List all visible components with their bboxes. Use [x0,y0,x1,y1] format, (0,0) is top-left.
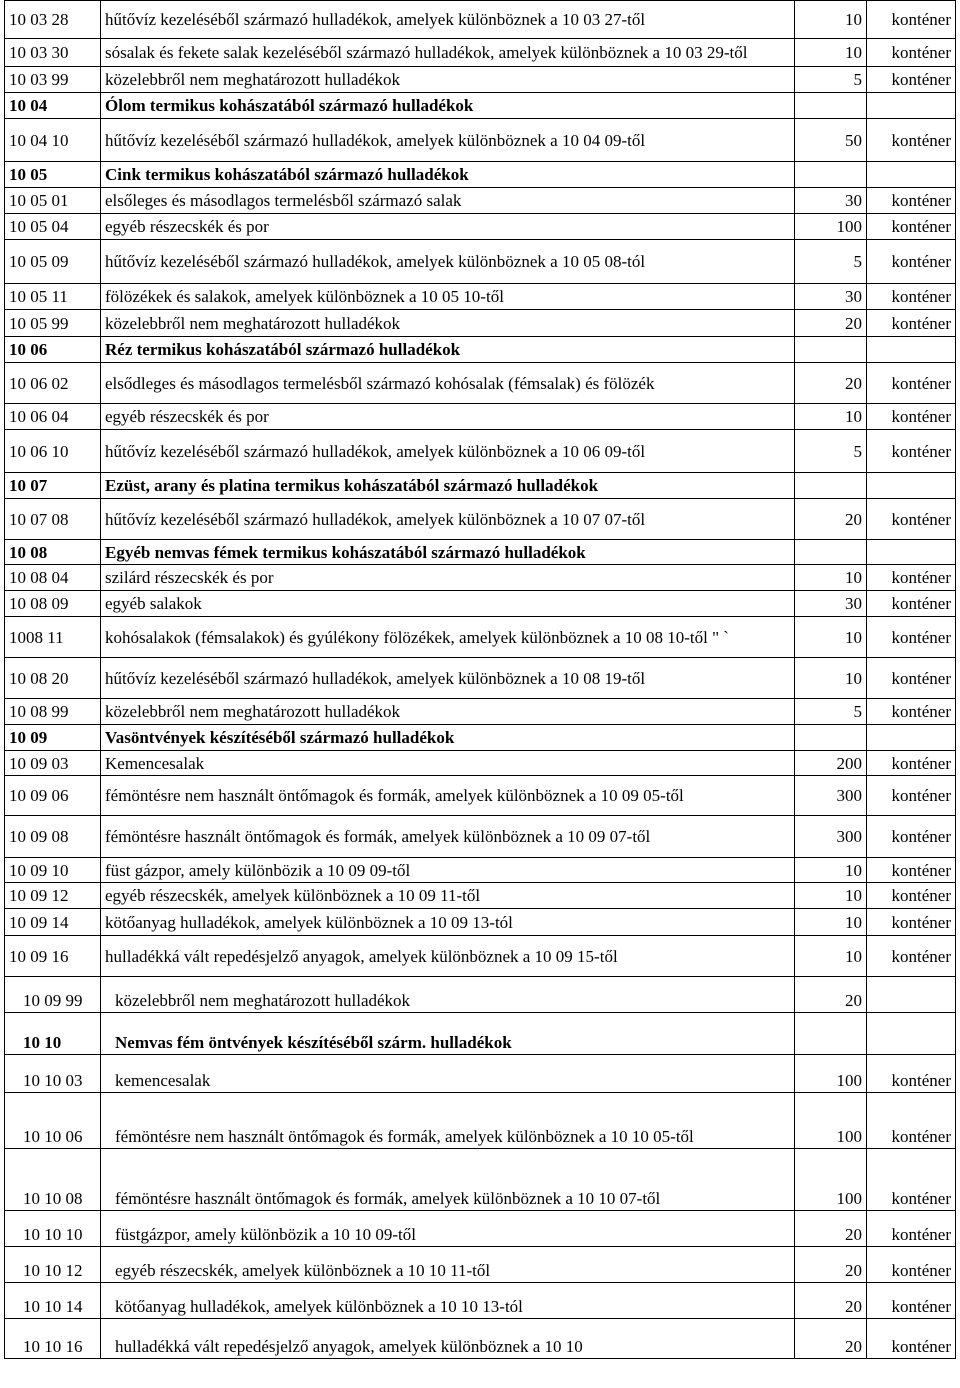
unit-cell: konténer [867,591,956,617]
waste-row [5,883,956,909]
waste-code-cell: 10 05 [5,162,101,188]
unit-cell: konténer [867,1149,956,1211]
quantity-cell: 100 [795,1093,867,1149]
waste-row [5,977,956,1013]
waste-code-cell: 10 09 10 [5,858,101,883]
waste-code-cell: 10 05 04 [5,214,101,240]
quantity-cell: 100 [795,1149,867,1211]
unit-cell: konténer [867,404,956,430]
waste-row [5,816,956,858]
waste-code-cell: 10 10 16 [5,1319,101,1359]
waste-row [5,1247,956,1283]
waste-row [5,1,956,39]
quantity-cell: 30 [795,284,867,310]
waste-description-cell: sósalak és fekete salak kezeléséből származó hulladékok, amelyek különböznek a 10 03 29-től [101,39,795,67]
quantity-cell [795,1013,867,1055]
waste-row [5,430,956,473]
waste-description-cell: fémöntésre használt öntőmagok és formák, amelyek különböznek a 10 09 07-től [101,816,795,858]
waste-description-cell: hűtővíz kezeléséből származó hulladékok, amelyek különböznek a 10 08 19-től [101,658,795,699]
unit-cell: konténer [867,1283,956,1319]
waste-code-cell: 10 03 99 [5,67,101,93]
unit-cell: konténer [867,617,956,658]
quantity-cell: 20 [795,977,867,1013]
unit-cell [867,337,956,363]
waste-row [5,1283,956,1319]
quantity-cell: 10 [795,858,867,883]
waste-code-cell: 10 05 99 [5,310,101,337]
waste-row [5,909,956,936]
unit-cell [867,1013,956,1055]
waste-code-table [4,0,956,1359]
waste-code-cell: 10 09 12 [5,883,101,909]
waste-code-cell: 10 03 28 [5,1,101,39]
waste-code-cell: 10 05 09 [5,240,101,284]
waste-row [5,658,956,699]
quantity-cell: 20 [795,1211,867,1247]
quantity-cell: 10 [795,565,867,591]
waste-code-cell: 10 06 04 [5,404,101,430]
waste-description-cell: hulladékká vált repedésjelző anyagok, amelyek különböznek a 10 09 15-től [101,936,795,977]
waste-description-cell: egyéb részecskék, amelyek különböznek a 10 10 11-től [101,1247,795,1283]
quantity-cell [795,162,867,188]
waste-row [5,858,956,883]
quantity-cell: 300 [795,776,867,816]
waste-description-cell: fémöntésre nem használt öntőmagok és formák, amelyek különböznek a 10 10 05-től [101,1093,795,1149]
waste-description-cell: kötőanyag hulladékok, amelyek különböznek a 10 10 13-tól [101,1283,795,1319]
unit-cell [867,725,956,751]
quantity-cell: 5 [795,699,867,725]
waste-row [5,310,956,337]
waste-code-cell: 10 10 08 [5,1149,101,1211]
unit-cell: konténer [867,1211,956,1247]
waste-code-cell: 10 05 01 [5,188,101,214]
quantity-cell: 20 [795,499,867,540]
waste-description-cell: Egyéb nemvas fémek termikus kohászatából származó hulladékok [101,540,795,565]
waste-row [5,1149,956,1211]
waste-row [5,404,956,430]
quantity-cell: 20 [795,1283,867,1319]
waste-row [5,936,956,977]
quantity-cell: 200 [795,751,867,776]
waste-description-cell: elsődleges és másodlagos termelésből származó kohósalak (fémsalak) és fölözék [101,363,795,404]
unit-cell: konténer [867,936,956,977]
quantity-cell: 10 [795,658,867,699]
waste-code-cell: 10 03 30 [5,39,101,67]
waste-description-cell: egyéb salakok [101,591,795,617]
quantity-cell: 30 [795,188,867,214]
waste-code-cell: 10 09 08 [5,816,101,858]
waste-description-cell: füst gázpor, amely különbözik a 10 09 09-től [101,858,795,883]
waste-code-cell: 1008 11 [5,617,101,658]
waste-description-cell: közelebbről nem meghatározott hulladékok [101,699,795,725]
unit-cell: konténer [867,499,956,540]
waste-code-cell: 10 07 [5,473,101,499]
waste-description-cell: elsőleges és másodlagos termelésből származó salak [101,188,795,214]
unit-cell: konténer [867,776,956,816]
unit-cell [867,540,956,565]
unit-cell: konténer [867,363,956,404]
unit-cell: konténer [867,1247,956,1283]
waste-row [5,1211,956,1247]
waste-code-cell: 10 08 99 [5,699,101,725]
unit-cell: konténer [867,214,956,240]
quantity-cell [795,725,867,751]
quantity-cell: 10 [795,404,867,430]
waste-description-cell: egyéb részecskék és por [101,404,795,430]
unit-cell: konténer [867,188,956,214]
waste-description-cell: fémöntésre nem használt öntőmagok és formák, amelyek különböznek a 10 09 05-től [101,776,795,816]
waste-code-cell: 10 08 09 [5,591,101,617]
waste-row [5,591,956,617]
waste-row [5,39,956,67]
waste-code-cell: 10 08 04 [5,565,101,591]
waste-description-cell: kohósalakok (fémsalakok) és gyúlékony fölözékek, amelyek különböznek a 10 08 10-től " ` [101,617,795,658]
waste-code-cell: 10 06 02 [5,363,101,404]
unit-cell: konténer [867,699,956,725]
waste-description-cell: közelebbről nem meghatározott hulladékok [101,310,795,337]
unit-cell: konténer [867,1,956,39]
group-header-row [5,162,956,188]
unit-cell [867,93,956,119]
waste-row [5,363,956,404]
waste-code-cell: 10 10 03 [5,1055,101,1093]
waste-description-cell: Réz termikus kohászatából származó hulladékok [101,337,795,363]
waste-row [5,188,956,214]
unit-cell: konténer [867,67,956,93]
waste-description-cell: hulladékká vált repedésjelző anyagok, amelyek különböznek a 10 10 [101,1319,795,1359]
unit-cell: konténer [867,751,956,776]
quantity-cell: 10 [795,936,867,977]
quantity-cell: 10 [795,1,867,39]
waste-description-cell: fémöntésre használt öntőmagok és formák, amelyek különböznek a 10 10 07-től [101,1149,795,1211]
group-header-row [5,540,956,565]
quantity-cell: 20 [795,1319,867,1359]
waste-description-cell: Kemencesalak [101,751,795,776]
waste-description-cell: hűtővíz kezeléséből származó hulladékok, amelyek különböznek a 10 05 08-tól [101,240,795,284]
waste-row [5,284,956,310]
quantity-cell: 20 [795,310,867,337]
group-header-row [5,725,956,751]
unit-cell: konténer [867,119,956,162]
waste-description-cell: Nemvas fém öntvények készítéséből szárm. hulladékok [101,1013,795,1055]
waste-code-cell: 10 09 [5,725,101,751]
waste-row [5,67,956,93]
unit-cell: konténer [867,816,956,858]
unit-cell: konténer [867,1319,956,1359]
waste-description-cell: hűtővíz kezeléséből származó hulladékok, amelyek különböznek a 10 07 07-től [101,499,795,540]
quantity-cell [795,93,867,119]
waste-row [5,119,956,162]
waste-description-cell: Ólom termikus kohászatából származó hulladékok [101,93,795,119]
waste-description-cell: hűtővíz kezeléséből származó hulladékok, amelyek különböznek a 10 03 27-től [101,1,795,39]
quantity-cell: 300 [795,816,867,858]
group-header-row [5,1013,956,1055]
waste-row [5,1319,956,1359]
quantity-cell: 30 [795,591,867,617]
waste-code-cell: 10 09 14 [5,909,101,936]
waste-row [5,499,956,540]
unit-cell: konténer [867,240,956,284]
waste-row [5,751,956,776]
waste-code-cell: 10 10 10 [5,1211,101,1247]
group-header-row [5,93,956,119]
quantity-cell: 10 [795,39,867,67]
waste-description-cell: kemencesalak [101,1055,795,1093]
quantity-cell: 5 [795,240,867,284]
unit-cell: konténer [867,39,956,67]
waste-code-cell: 10 08 [5,540,101,565]
waste-row [5,240,956,284]
waste-description-cell: szilárd részecskék és por [101,565,795,591]
unit-cell: konténer [867,658,956,699]
waste-description-cell: füstgázpor, amely különbözik a 10 10 09-től [101,1211,795,1247]
unit-cell [867,162,956,188]
waste-code-cell: 10 10 06 [5,1093,101,1149]
waste-description-cell: hűtővíz kezeléséből származó hulladékok, amelyek különböznek a 10 04 09-től [101,119,795,162]
waste-code-cell: 10 10 [5,1013,101,1055]
waste-code-cell: 10 06 [5,337,101,363]
waste-code-cell: 10 04 10 [5,119,101,162]
waste-row [5,565,956,591]
waste-description-cell: hűtővíz kezeléséből származó hulladékok, amelyek különböznek a 10 06 09-től [101,430,795,473]
unit-cell: konténer [867,565,956,591]
waste-row [5,1055,956,1093]
waste-description-cell: kötőanyag hulladékok, amelyek különböznek a 10 09 13-tól [101,909,795,936]
waste-description-cell: Ezüst, arany és platina termikus kohászatából származó hulladékok [101,473,795,499]
unit-cell [867,977,956,1013]
group-header-row [5,337,956,363]
waste-description-cell: közelebbről nem meghatározott hulladékok [101,67,795,93]
quantity-cell [795,540,867,565]
waste-code-cell: 10 10 12 [5,1247,101,1283]
quantity-cell: 10 [795,617,867,658]
unit-cell: konténer [867,909,956,936]
waste-description-cell: egyéb részecskék, amelyek különböznek a 10 09 11-től [101,883,795,909]
waste-code-cell: 10 09 03 [5,751,101,776]
unit-cell: konténer [867,284,956,310]
unit-cell: konténer [867,858,956,883]
unit-cell: konténer [867,1055,956,1093]
quantity-cell [795,337,867,363]
waste-description-cell: Cink termikus kohászatából származó hulladékok [101,162,795,188]
unit-cell [867,473,956,499]
waste-code-cell: 10 09 06 [5,776,101,816]
quantity-cell: 20 [795,1247,867,1283]
waste-description-cell: egyéb részecskék és por [101,214,795,240]
waste-code-cell: 10 04 [5,93,101,119]
waste-description-cell: fölözékek és salakok, amelyek különböznek a 10 05 10-től [101,284,795,310]
waste-code-cell: 10 05 11 [5,284,101,310]
waste-description-cell: Vasöntvények készítéséből származó hulladékok [101,725,795,751]
waste-table-body [5,1,956,1359]
quantity-cell: 50 [795,119,867,162]
waste-code-cell: 10 10 14 [5,1283,101,1319]
waste-code-cell: 10 09 16 [5,936,101,977]
waste-row [5,776,956,816]
waste-code-cell: 10 07 08 [5,499,101,540]
quantity-cell: 100 [795,1055,867,1093]
waste-row [5,1093,956,1149]
quantity-cell: 100 [795,214,867,240]
waste-description-cell: közelebbről nem meghatározott hulladékok [101,977,795,1013]
quantity-cell: 10 [795,883,867,909]
quantity-cell: 10 [795,909,867,936]
quantity-cell: 5 [795,67,867,93]
quantity-cell [795,473,867,499]
unit-cell: konténer [867,883,956,909]
quantity-cell: 20 [795,363,867,404]
waste-code-cell: 10 08 20 [5,658,101,699]
waste-row [5,214,956,240]
waste-code-cell: 10 09 99 [5,977,101,1013]
quantity-cell: 5 [795,430,867,473]
unit-cell: konténer [867,1093,956,1149]
unit-cell: konténer [867,310,956,337]
waste-code-cell: 10 06 10 [5,430,101,473]
group-header-row [5,473,956,499]
waste-row [5,699,956,725]
unit-cell: konténer [867,430,956,473]
waste-row [5,617,956,658]
